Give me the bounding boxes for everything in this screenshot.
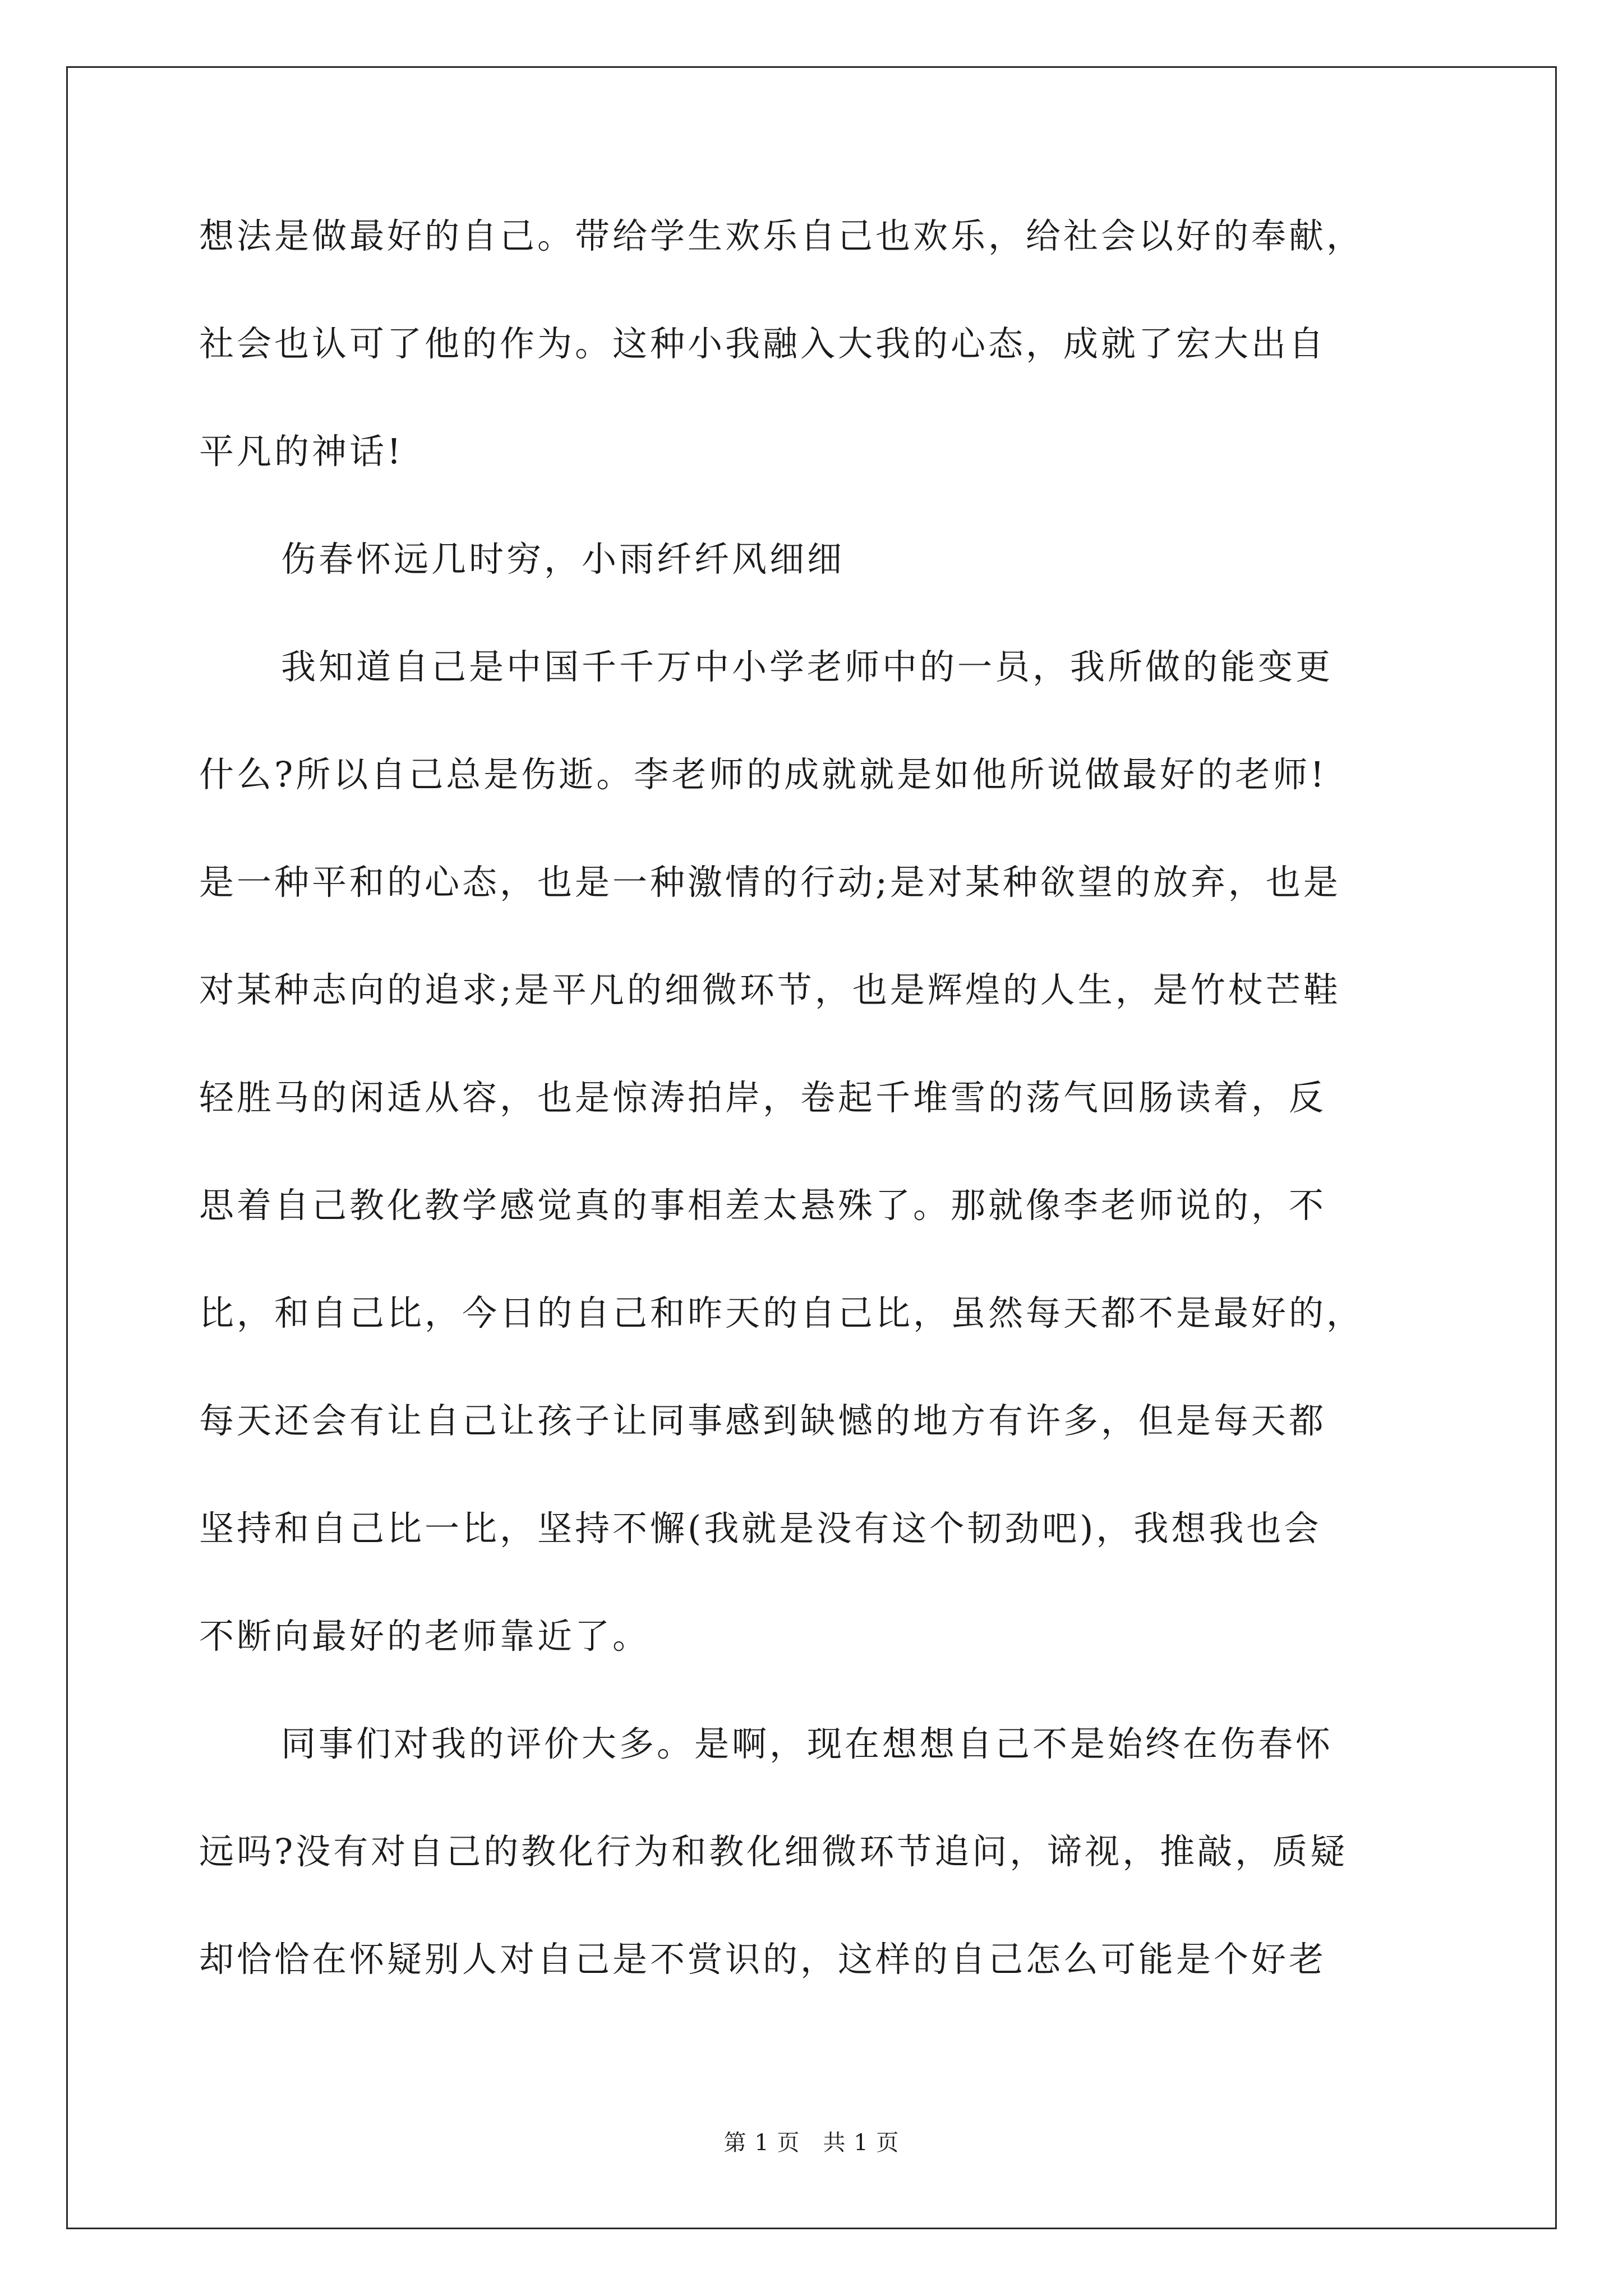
text-line: 社会也认可了他的作为。这种小我融入大我的心态，成就了宏大出自 xyxy=(199,323,1327,364)
text-line: 每天还会有让自己让孩子让同事感到缺憾的地方有许多，但是每天都 xyxy=(199,1400,1327,1441)
text-line: 对某种志向的追求;是平凡的细微环节，也是辉煌的人生，是竹杖芒鞋 xyxy=(199,969,1341,1010)
text-line: 我知道自己是中国千千万中小学老师中的一员，我所做的能变更 xyxy=(281,646,1334,687)
document-body xyxy=(199,182,1430,2013)
text-line: 不断向最好的老师靠近了。 xyxy=(199,1616,651,1657)
page-number: 第 1 页 共 1 页 xyxy=(723,2130,900,2156)
text-line: 想法是做最好的自己。带给学生欢乐自己也欢乐，给社会以好的奉献， xyxy=(199,215,1364,256)
text-line: 同事们对我的评价大多。是啊，现在想想自己不是始终在伤春怀 xyxy=(281,1723,1334,1764)
text-line: 比，和自己比，今日的自己和昨天的自己比，虽然每天都不是最好的， xyxy=(199,1292,1364,1333)
text-line: 思着自己教化教学感觉真的事相差太悬殊了。那就像李老师说的，不 xyxy=(199,1185,1327,1226)
text-line: 轻胜马的闲适从容，也是惊涛拍岸，卷起千堆雪的荡气回肠读着，反 xyxy=(199,1077,1327,1118)
text-line: 远吗?没有对自己的教化行为和教化细微环节追问，谛视，推敲，质疑 xyxy=(199,1831,1348,1872)
text-line: 平凡的神话! xyxy=(199,431,404,472)
text-line: 却恰恰在怀疑别人对自己是不赏识的，这样的自己怎么可能是个好老 xyxy=(199,1939,1327,1980)
section-heading: 伤春怀远几时穷，小雨纤纤风细细 xyxy=(281,539,845,579)
text-line: 什么?所以自己总是伤逝。李老师的成就就是如他所说做最好的老师! xyxy=(199,754,1327,795)
text-line: 坚持和自己比一比，坚持不懈(我就是没有这个韧劲吧)，我想我也会 xyxy=(199,1508,1322,1549)
text-line: 是一种平和的心态，也是一种激情的行动;是对某种欲望的放弃，也是 xyxy=(199,862,1341,903)
